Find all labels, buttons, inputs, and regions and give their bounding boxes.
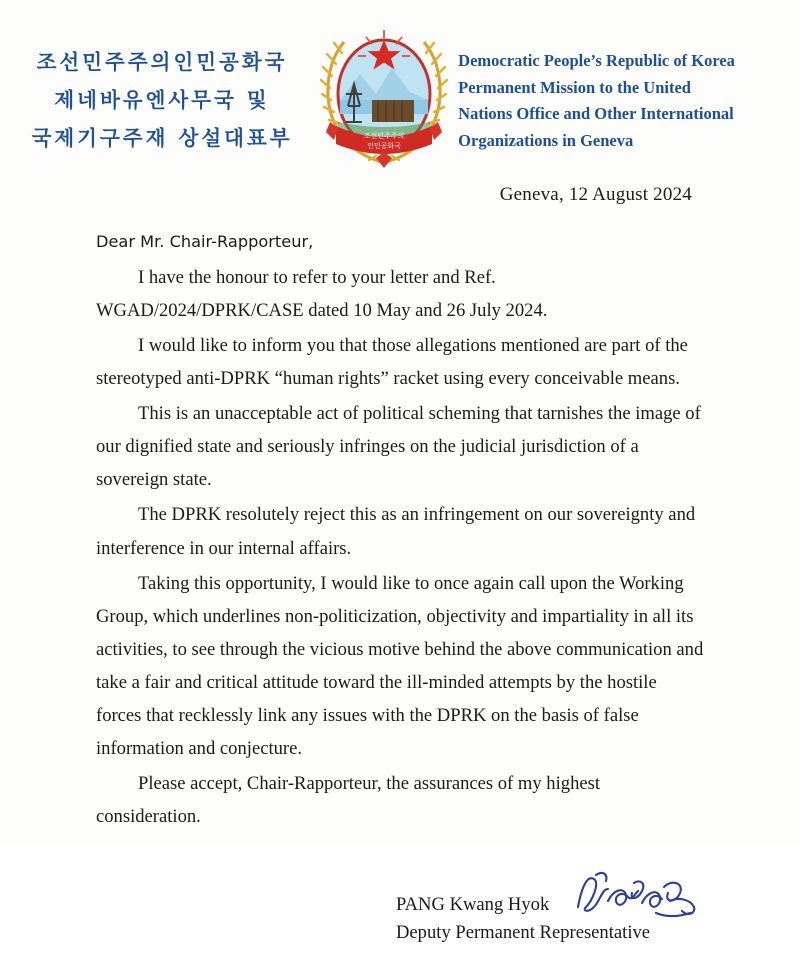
korean-line-2: 제네바유엔사무국 및	[54, 87, 270, 112]
english-line-3: Nations Office and Other International	[458, 104, 734, 124]
korean-mission-name	[14, 18, 310, 158]
korean-line-3: 국제기구주재 상설대표부	[31, 125, 293, 150]
paragraph-5: Taking this opportunity, I would like to once again call upon the Working Group, which underlines non-politicization, objectivity and impartiality in all its activities, to see through the vicious motive behind the above communication and take a fair and critical attitude toward the ill-minded attempts by the hostile forces that recklessly link any issues with the DPRK on the basis of false information and conjecture.	[96, 572, 704, 760]
paragraph-4: The DPRK resolutely reject this as an infringement on our sovereignty and interference in our internal affairs.	[96, 504, 696, 559]
letterhead	[0, 0, 800, 168]
emblem-container	[310, 18, 458, 172]
signatory-title: Deputy Permanent Representative	[396, 922, 651, 944]
dprk-national-emblem-icon	[314, 22, 454, 172]
english-mission-name	[458, 18, 774, 155]
svg-text:인민공화국: 인민공화국	[367, 142, 402, 150]
handwritten-signature-icon	[572, 867, 702, 927]
paragraph-2: I would like to inform you that those allegations mentioned are part of the stereotyped anti-DPRK “human rights” racket using every conceivable means.	[96, 335, 688, 390]
svg-text:조선민주주의: 조선민주주의	[363, 132, 405, 140]
paragraph-3: This is an unacceptable act of political scheming that tarnishes the image of our dignified state and seriously infringes on the judicial jurisdiction of a sovereign state.	[96, 403, 701, 491]
signatory-name: PANG Kwang Hyok	[396, 894, 550, 916]
english-line-4: Organizations in Geneva	[458, 131, 634, 151]
paragraph-6: Please accept, Chair-Rapporteur, the assurances of my highest consideration.	[96, 773, 601, 828]
letter-date: Geneva, 12 August 2024	[499, 184, 692, 205]
letter-body	[0, 206, 800, 833]
signature-block	[0, 867, 800, 963]
paragraph-1: I have the honour to refer to your letter and Ref. WGAD/2024/DPRK/CASE dated 10 May and 26 July 2024.	[96, 266, 548, 321]
english-line-1: Democratic People’s Republic of Korea	[458, 51, 735, 70]
english-line-2: Permanent Mission to the United	[458, 77, 691, 97]
salutation: Dear Mr. Chair-Rapporteur,	[96, 232, 314, 251]
korean-line-1: 조선민주주의인민공화국	[36, 50, 288, 74]
